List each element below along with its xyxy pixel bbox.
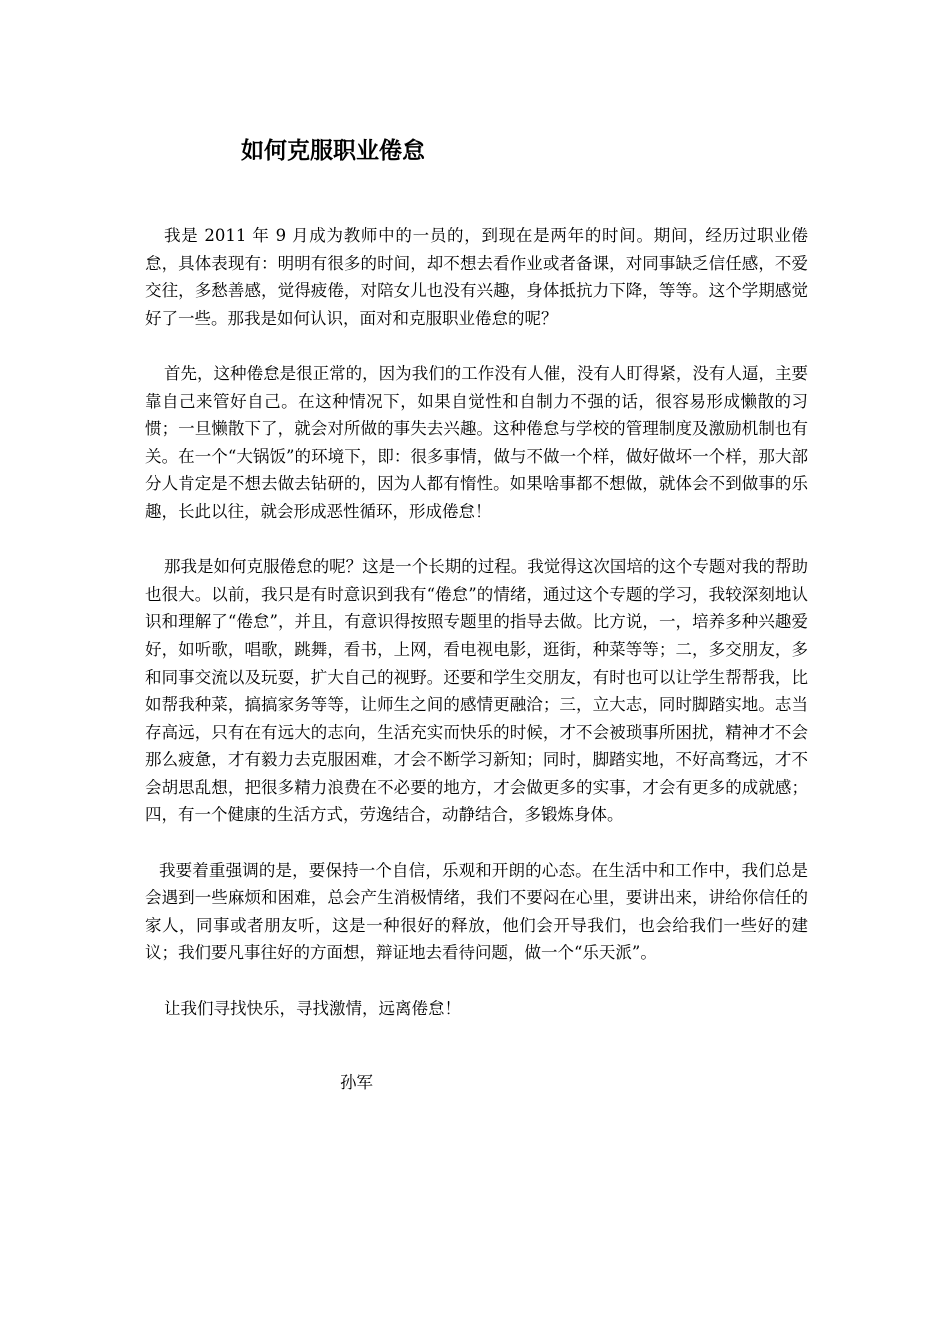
paragraph-closing: 让我们寻找快乐，寻找激情，远离倦怠！ (164, 998, 461, 1018)
author-signature: 孙军 (340, 1073, 373, 1092)
paragraph-causes: 首先，这种倦怠是很正常的，因为我们的工作没有人催，没有人盯得紧，没有人逼，主要靠自己来管好自己。在这种情况下，如果自觉性和自制力不强的话，很容易形成懒散的习惯；一旦懒散下了，就会对所做的事失去兴趣。这种倦怠与学校的管理制度及激励机制也有关。在一个“大锅饭”的环境下，即：很多事情，做与不做一个样，做好做坏一个样，那大部分人肯定是不想去做去钻研的，因为人都有惰性。如果啥事都不想做，就体会不到做事的乐趣，长此以往，就会形成恶性循环，形成倦怠！ (145, 363, 808, 521)
document-body (145, 222, 808, 1022)
paragraph-intro: 我是 2011 年 9 月成为教师中的一员的，到现在是两年的时间。期间，经历过职业倦怠，具体表现有：明明有很多的时间，却不想去看作业或者备课，对同事缺乏信任感，不爱交往，多愁善感，觉得疲倦，对陪女儿也没有兴趣，身体抵抗力下降，等等。这个学期感觉好了一些。那我是如何认识，面对和克服职业倦怠的呢？ (145, 226, 808, 328)
document-title: 如何克服职业倦怠 (241, 137, 425, 164)
paragraph-methods: 那我是如何克服倦怠的呢？这是一个长期的过程。我觉得这次国培的这个专题对我的帮助也很大。以前，我只是有时意识到我有“倦怠”的情绪，通过这个专题的学习，我较深刻地认识和理解了“倦怠”，并且，有意识得按照专题里的指导去做。比方说，一，培养多种兴趣爱好，如听歌，唱歌，跳舞，看书，上网，看电视电影，逛街，种菜等等；二，多交朋友，多和同事交流以及玩耍，扩大自己的视野。还要和学生交朋友，有时也可以让学生帮帮我，比如帮我种菜，搞搞家务等等，让师生之间的感情更融洽；三，立大志，同时脚踏实地。志当存高远，只有在有远大的志向，生活充实而快乐的时候，才不会被琐事所困扰，精神才不会那么疲惫，才有毅力去克服困难，才会不断学习新知；同时，脚踏实地，不好高骛远，才不会胡思乱想，把很多精力浪费在不必要的地方，才会做更多的实事，才会有更多的成就感；四，有一个健康的生活方式，劳逸结合，动静结合，多锻炼身体。 (145, 557, 808, 825)
paragraph-attitude: 我要着重强调的是，要保持一个自信，乐观和开朗的心态。在生活中和工作中，我们总是会遇到一些麻烦和困难，总会产生消极情绪，我们不要闷在心里，要讲出来，讲给你信任的家人，同事或者朋友听，这是一种很好的释放，他们会开导我们，也会给我们一些好的建议；我们要凡事往好的方面想，辩证地去看待问题，做一个“乐天派”。 (145, 860, 808, 963)
